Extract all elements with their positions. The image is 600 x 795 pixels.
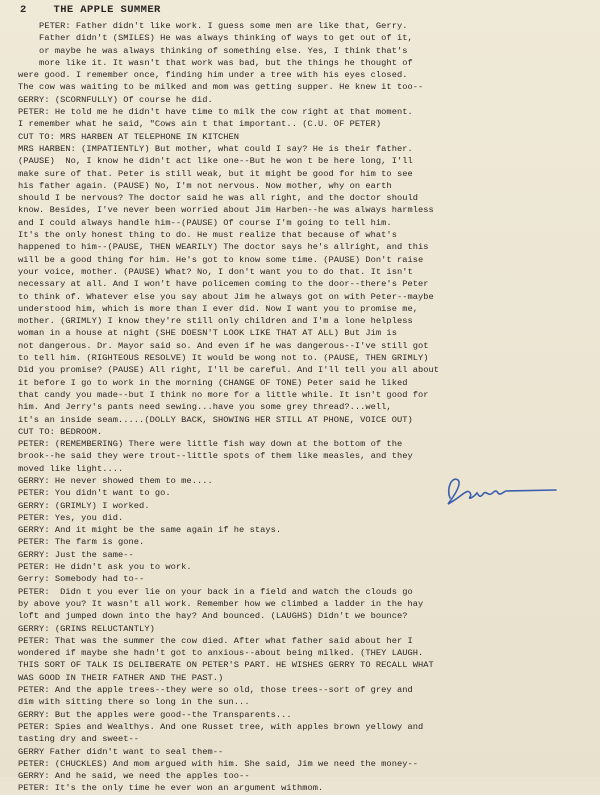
script-line: Did you promise? (PAUSE) All right, I'll be careful. And I'll tell you all about [18, 365, 440, 376]
script-line: GERRY: He never showed them to me.... [18, 475, 213, 486]
script-line: and I could always handle him--(PAUSE) Of course I'm going to tell him. [18, 217, 392, 228]
script-line: dim with sitting there so long in the sun... [18, 697, 250, 708]
script-line: or maybe he was always thinking of something else. Yes, I think that's [18, 45, 408, 56]
script-line: loft and jumped down into the hay? And bounced. (LAUGHS) Didn't we bounce? [18, 611, 408, 622]
script-line: to tell him. (RIGHTEOUS RESOLVE) It would be wong not to. (PAUSE, THEN GRIMLY) [18, 353, 429, 364]
script-line: GERRY: Just the same-- [18, 549, 134, 560]
script-line: wondered if maybe she hadn't got to anxious--about being milked. (THEY LAUGH. [18, 648, 424, 659]
script-line: GERRY: And he said, we need the apples too-- [18, 771, 250, 782]
script-line: PETER: Father didn't like work. I guess some men are like that, Gerry. [18, 21, 408, 31]
script-line: tasting dry and sweet-- [18, 734, 140, 745]
script-line: him. And Jerry's pants need sewing...have you some grey thread?...well, [18, 402, 392, 413]
script-line: Father didn't (SMILES) He was always thinking of ways to get out of it, [18, 33, 413, 44]
script-line: PETER: (CHUCKLES) And mom argued with him. She said, Jim we need the money-- [18, 758, 419, 769]
script-line: PETER: He didn't ask you to work. [18, 562, 192, 573]
script-line: GERRY: (SCORNFULLY) Of course he did. [18, 94, 213, 105]
script-line: MRS HARBEN: (IMPATIENTLY) But mother, what could I say? He is their father. [18, 143, 413, 154]
script-line: PETER: The farm is gone. [18, 537, 145, 548]
script-line: GERRY: And it might be the same again if he stays. [18, 525, 282, 536]
script-line: Gerry: Somebody had to-- [18, 574, 145, 585]
script-line: PETER: Didn t you ever lie on your back in a field and watch the clouds go [18, 586, 413, 597]
script-line: to think of. Whatever else you say about Jim he always got on with Peter--maybe [18, 291, 434, 302]
script-line: brook--he said they were trout--little spots of them like measles, and they [18, 451, 413, 462]
script-line: woman in a house at night (SHE DOESN'T LOOK LIKE THAT AT ALL) But Jim is [18, 328, 397, 339]
script-line: not dangerous. Dr. Mayor said so. And even if he was dangerous--I've still got [18, 340, 429, 351]
script-line: understood him, which is more than I ever did. Now I want you to promise me, [18, 303, 419, 314]
script-line: PETER: Yes, you did. [18, 512, 124, 523]
script-line: The cow was waiting to be milked and mom was getting supper. He knew it too-- [18, 82, 424, 93]
handwritten-signature [436, 470, 566, 510]
script-line: know. Besides, I've never been worried about Jim Harben--he was always harmless [18, 205, 434, 216]
script-line: PETER: That was the summer the cow died. After what father said about her I [18, 635, 413, 646]
script-line: PETER: You didn't want to go. [18, 488, 171, 499]
script-line: mother. (GRIMLY) I know they're still only children and I'm a lone helpless [18, 316, 413, 327]
script-line: GERRY: (GRINS RELUCTANTLY) [18, 623, 155, 634]
script-line: your voice, mother. (PAUSE) What? No, I don't want you to do that. It isn't [18, 266, 413, 277]
script-body [18, 20, 588, 795]
script-line: were good. I remember once, finding him under a tree with his eyes closed. [18, 70, 408, 81]
script-line: CUT TO: MRS HARBEN AT TELEPHONE IN KITCHEN [18, 131, 240, 142]
script-line: GERRY: But the apples were good--the Transparents... [18, 709, 292, 720]
script-line: PETER: (REMEMBERING) There were little fish way down at the bottom of the [18, 439, 403, 450]
script-line: PETER: And the apple trees--they were so old, those trees--sort of grey and [18, 685, 413, 696]
script-line: (PAUSE) No, I know he didn't act like one--But he won t be here long, I'll [18, 156, 413, 167]
script-line: more like it. It wasn't that work was bad, but the things he thought of [18, 57, 413, 68]
script-line: PETER: It's the only time he ever won an argument withmom. [18, 783, 324, 794]
script-line: make sure of that. Peter is still weak, but it might be good for him to see [18, 168, 413, 179]
page-header: 2 THE APPLE SUMMER [20, 4, 161, 16]
script-line: his father again. (PAUSE) No, I'm not nervous. Now mother, why on earth [18, 180, 392, 191]
script-line: GERRY Father didn't want to seal them-- [18, 746, 224, 757]
script-line: moved like light.... [18, 463, 124, 474]
script-line: WAS GOOD IN THEIR FATHER AND THE PAST.) [18, 672, 224, 683]
script-line: that candy you made--but I think no more for a little while. It isn't good for [18, 389, 429, 400]
script-line: PETER: He told me he didn't have time to milk the cow right at that moment. [18, 107, 413, 118]
script-line: I remember what he said, "Cows ain t that important.. (C.U. OF PETER) [18, 119, 382, 130]
script-line: necessary at all. And I won't have policemen coming to the door--there's Peter [18, 279, 429, 290]
script-line: THIS SORT OF TALK IS DELIBERATE ON PETER'S PART. HE WISHES GERRY TO RECALL WHAT [18, 660, 434, 671]
script-line: PETER: Spies and Wealthys. And one Russet tree, with apples brown yellowy and [18, 721, 424, 732]
script-line: should I be nervous? The doctor said he was all right, and the doctor should [18, 193, 419, 204]
script-line: it's an inside seam.....(DOLLY BACK, SHOWING HER STILL AT PHONE, VOICE OUT) [18, 414, 413, 425]
script-line: happened to him--(PAUSE, THEN WEARILY) The doctor says he's allright, and this [18, 242, 429, 253]
script-line: it before I go to work in the morning (CHANGE OF TONE) Peter said he liked [18, 377, 408, 388]
script-line: CUT TO: BEDROOM. [18, 426, 103, 437]
script-line: It's the only honest thing to do. He must realize that because of what's [18, 230, 397, 241]
script-line: will be a good thing for him. He's got to know some time. (PAUSE) Don't raise [18, 254, 424, 265]
script-line: GERRY: (GRIMLY) I worked. [18, 500, 150, 511]
script-line: by above you? It wasn't all work. Remember how we climbed a ladder in the hay [18, 598, 424, 609]
